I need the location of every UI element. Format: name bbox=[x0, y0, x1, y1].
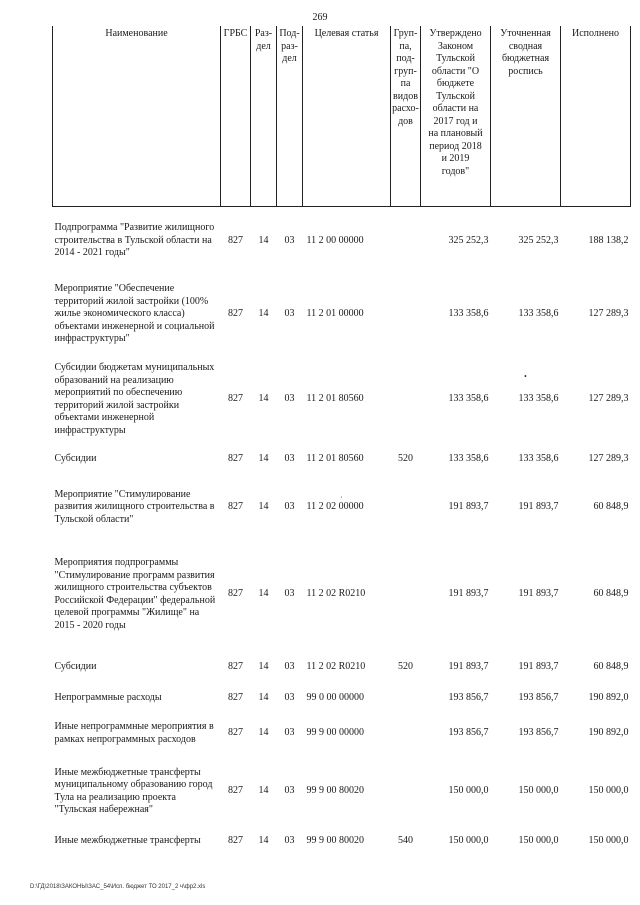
row-gruppa bbox=[391, 711, 421, 757]
row-name: Мероприятия подпрограммы "Стимулирование программ развития жилищного строительства субъектов Российской Федерации" федеральной целевой программы "Жилище" на 2015 - 2020 годы bbox=[54, 557, 216, 631]
row-utverzhdeno: 150 000,0 bbox=[448, 835, 489, 847]
row-name: Подпрограмма "Развитие жилищного строительства в Тульской области на 2014 - 2021 годы" bbox=[54, 222, 215, 258]
row-utverzhdeno: 193 856,7 bbox=[448, 692, 489, 704]
budget-table bbox=[52, 26, 631, 857]
row-celevaya-statya: 11 2 02 00000 bbox=[306, 501, 364, 513]
table-body bbox=[53, 207, 631, 857]
table-row bbox=[53, 355, 631, 445]
row-grbs: 827 bbox=[228, 453, 243, 465]
row-celevaya-statya: 99 9 00 80020 bbox=[306, 835, 364, 847]
row-gruppa bbox=[391, 757, 421, 827]
row-grbs: 827 bbox=[228, 501, 243, 513]
row-utochnennaya: 193 856,7 bbox=[518, 727, 559, 739]
row-utverzhdeno: 150 000,0 bbox=[448, 785, 489, 797]
row-razdel: 14 bbox=[258, 501, 269, 513]
row-podrazdel: 03 bbox=[284, 785, 295, 797]
row-podrazdel: 03 bbox=[284, 661, 295, 673]
table-header-row bbox=[53, 26, 631, 207]
row-gruppa: 520 bbox=[398, 661, 413, 673]
row-celevaya-statya: 11 2 01 80560 bbox=[306, 393, 364, 405]
header-ispolneno: Исполнено bbox=[561, 26, 631, 207]
row-name: Мероприятие "Обеспечение территорий жилой застройки (100% жилье экономического класса) объектами инженерной и социальной инфраструктуры" bbox=[54, 283, 215, 345]
row-grbs: 827 bbox=[228, 835, 243, 847]
row-utochnennaya: 133 358,6 bbox=[518, 453, 559, 465]
row-razdel: 14 bbox=[258, 692, 269, 704]
row-celevaya-statya: 99 0 00 00000 bbox=[306, 692, 364, 704]
table-row bbox=[53, 827, 631, 857]
scan-speck: · bbox=[340, 493, 343, 502]
row-name: Субсидии бюджетам муниципальных образований на реализацию мероприятий по обеспечению территорий жилой застройки объектами инженерной инфраструктуры bbox=[54, 362, 215, 436]
row-podrazdel: 03 bbox=[284, 501, 295, 513]
row-utverzhdeno: 191 893,7 bbox=[448, 661, 489, 673]
row-utochnennaya: 150 000,0 bbox=[518, 785, 559, 797]
row-grbs: 827 bbox=[228, 234, 243, 246]
row-podrazdel: 03 bbox=[284, 727, 295, 739]
row-podrazdel: 03 bbox=[284, 835, 295, 847]
row-ispolneno: 190 892,0 bbox=[588, 727, 629, 739]
row-razdel: 14 bbox=[258, 393, 269, 405]
row-utverzhdeno: 133 358,6 bbox=[448, 308, 489, 320]
table-row bbox=[53, 687, 631, 711]
row-grbs: 827 bbox=[228, 661, 243, 673]
table-row bbox=[53, 757, 631, 827]
row-ispolneno: 127 289,3 bbox=[588, 453, 629, 465]
row-podrazdel: 03 bbox=[284, 234, 295, 246]
row-grbs: 827 bbox=[228, 308, 243, 320]
row-gruppa bbox=[391, 687, 421, 711]
row-podrazdel: 03 bbox=[284, 308, 295, 320]
row-gruppa bbox=[391, 475, 421, 541]
row-celevaya-statya: 11 2 01 00000 bbox=[306, 308, 364, 320]
row-razdel: 14 bbox=[258, 661, 269, 673]
footer-file-path: D:\ГД\2018\ЗАКОНЫ\ЗАС_54\Исп. бюджет ТО 2017_2 ч\фр2.xls bbox=[30, 884, 206, 890]
row-gruppa: 540 bbox=[398, 835, 413, 847]
row-ispolneno: 60 848,9 bbox=[593, 588, 629, 600]
header-grbs: ГРБС bbox=[221, 26, 251, 207]
row-utverzhdeno: 191 893,7 bbox=[448, 588, 489, 600]
row-ispolneno: 127 289,3 bbox=[588, 393, 629, 405]
header-utochnennaya: Уточненная сводная бюджетная роспись bbox=[491, 26, 561, 207]
row-gruppa bbox=[391, 275, 421, 355]
row-ispolneno: 150 000,0 bbox=[588, 835, 629, 847]
row-utochnennaya: 325 252,3 bbox=[518, 234, 559, 246]
row-utochnennaya: 191 893,7 bbox=[518, 588, 559, 600]
row-ispolneno: 127 289,3 bbox=[588, 308, 629, 320]
header-name: Наименование bbox=[53, 26, 221, 207]
header-gruppa: Груп- па, под- груп- па видов расхо- дов bbox=[391, 26, 421, 207]
page-number: 269 bbox=[312, 12, 328, 23]
row-utverzhdeno: 133 358,6 bbox=[448, 453, 489, 465]
row-celevaya-statya: 11 2 02 R0210 bbox=[306, 588, 366, 600]
row-utochnennaya: 133 358,6 bbox=[518, 393, 559, 405]
row-podrazdel: 03 bbox=[284, 692, 295, 704]
row-ispolneno: 150 000,0 bbox=[588, 785, 629, 797]
row-razdel: 14 bbox=[258, 835, 269, 847]
row-name: Субсидии bbox=[54, 453, 97, 465]
table-row bbox=[53, 275, 631, 355]
row-celevaya-statya: 99 9 00 00000 bbox=[306, 727, 364, 739]
row-utochnennaya: 193 856,7 bbox=[518, 692, 559, 704]
row-razdel: 14 bbox=[258, 234, 269, 246]
header-razdel: Раз- дел bbox=[251, 26, 277, 207]
row-razdel: 14 bbox=[258, 588, 269, 600]
row-ispolneno: 60 848,9 bbox=[593, 661, 629, 673]
row-ispolneno: 190 892,0 bbox=[588, 692, 629, 704]
row-razdel: 14 bbox=[258, 727, 269, 739]
table-row bbox=[53, 207, 631, 275]
row-utochnennaya: 191 893,7 bbox=[518, 661, 559, 673]
row-gruppa bbox=[391, 355, 421, 445]
row-celevaya-statya: 11 2 02 R0210 bbox=[306, 661, 366, 673]
header-utverzhdeno: Утверждено Законом Тульской области "О бюджете Тульской области на 2017 год и на плановый период 2018 и 2019 годов" bbox=[421, 26, 491, 207]
row-razdel: 14 bbox=[258, 453, 269, 465]
table-row bbox=[53, 711, 631, 757]
table-row bbox=[53, 649, 631, 687]
header-celevaya-statya: Целевая статья bbox=[303, 26, 391, 207]
row-celevaya-statya: 99 9 00 80020 bbox=[306, 785, 364, 797]
table-row bbox=[53, 445, 631, 475]
row-ispolneno: 60 848,9 bbox=[593, 501, 629, 513]
row-utverzhdeno: 325 252,3 bbox=[448, 234, 489, 246]
row-utochnennaya: 133 358,6 bbox=[518, 308, 559, 320]
row-grbs: 827 bbox=[228, 393, 243, 405]
row-grbs: 827 bbox=[228, 727, 243, 739]
row-podrazdel: 03 bbox=[284, 453, 295, 465]
row-razdel: 14 bbox=[258, 308, 269, 320]
row-celevaya-statya: 11 2 00 00000 bbox=[306, 234, 364, 246]
row-podrazdel: 03 bbox=[284, 393, 295, 405]
row-grbs: 827 bbox=[228, 692, 243, 704]
row-name: Непрограммные расходы bbox=[54, 692, 162, 704]
row-celevaya-statya: 11 2 01 80560 bbox=[306, 453, 364, 465]
row-razdel: 14 bbox=[258, 785, 269, 797]
row-gruppa bbox=[391, 541, 421, 649]
row-utochnennaya: 191 893,7 bbox=[518, 501, 559, 513]
row-name: Субсидии bbox=[54, 661, 97, 673]
row-name: Иные межбюджетные трансферты bbox=[54, 835, 201, 847]
header-podrazdel: Под- раз- дел bbox=[277, 26, 303, 207]
row-podrazdel: 03 bbox=[284, 588, 295, 600]
row-utochnennaya: 150 000,0 bbox=[518, 835, 559, 847]
row-grbs: 827 bbox=[228, 785, 243, 797]
scan-speck: • bbox=[524, 372, 527, 381]
row-gruppa: 520 bbox=[398, 453, 413, 465]
row-gruppa bbox=[391, 207, 421, 275]
row-utverzhdeno: 193 856,7 bbox=[448, 727, 489, 739]
row-grbs: 827 bbox=[228, 588, 243, 600]
table-row bbox=[53, 541, 631, 649]
row-utverzhdeno: 133 358,6 bbox=[448, 393, 489, 405]
table-row bbox=[53, 475, 631, 541]
row-utverzhdeno: 191 893,7 bbox=[448, 501, 489, 513]
row-ispolneno: 188 138,2 bbox=[588, 234, 629, 246]
row-name: Мероприятие "Стимулирование развития жилищного строительства в Тульской области" bbox=[54, 488, 215, 525]
row-name: Иные непрограммные мероприятия в рамках непрограммных расходов bbox=[54, 721, 214, 745]
row-name: Иные межбюджетные трансферты муниципальному образованию город Тула на реализацию проекта "Тульская набережная" bbox=[54, 766, 213, 815]
